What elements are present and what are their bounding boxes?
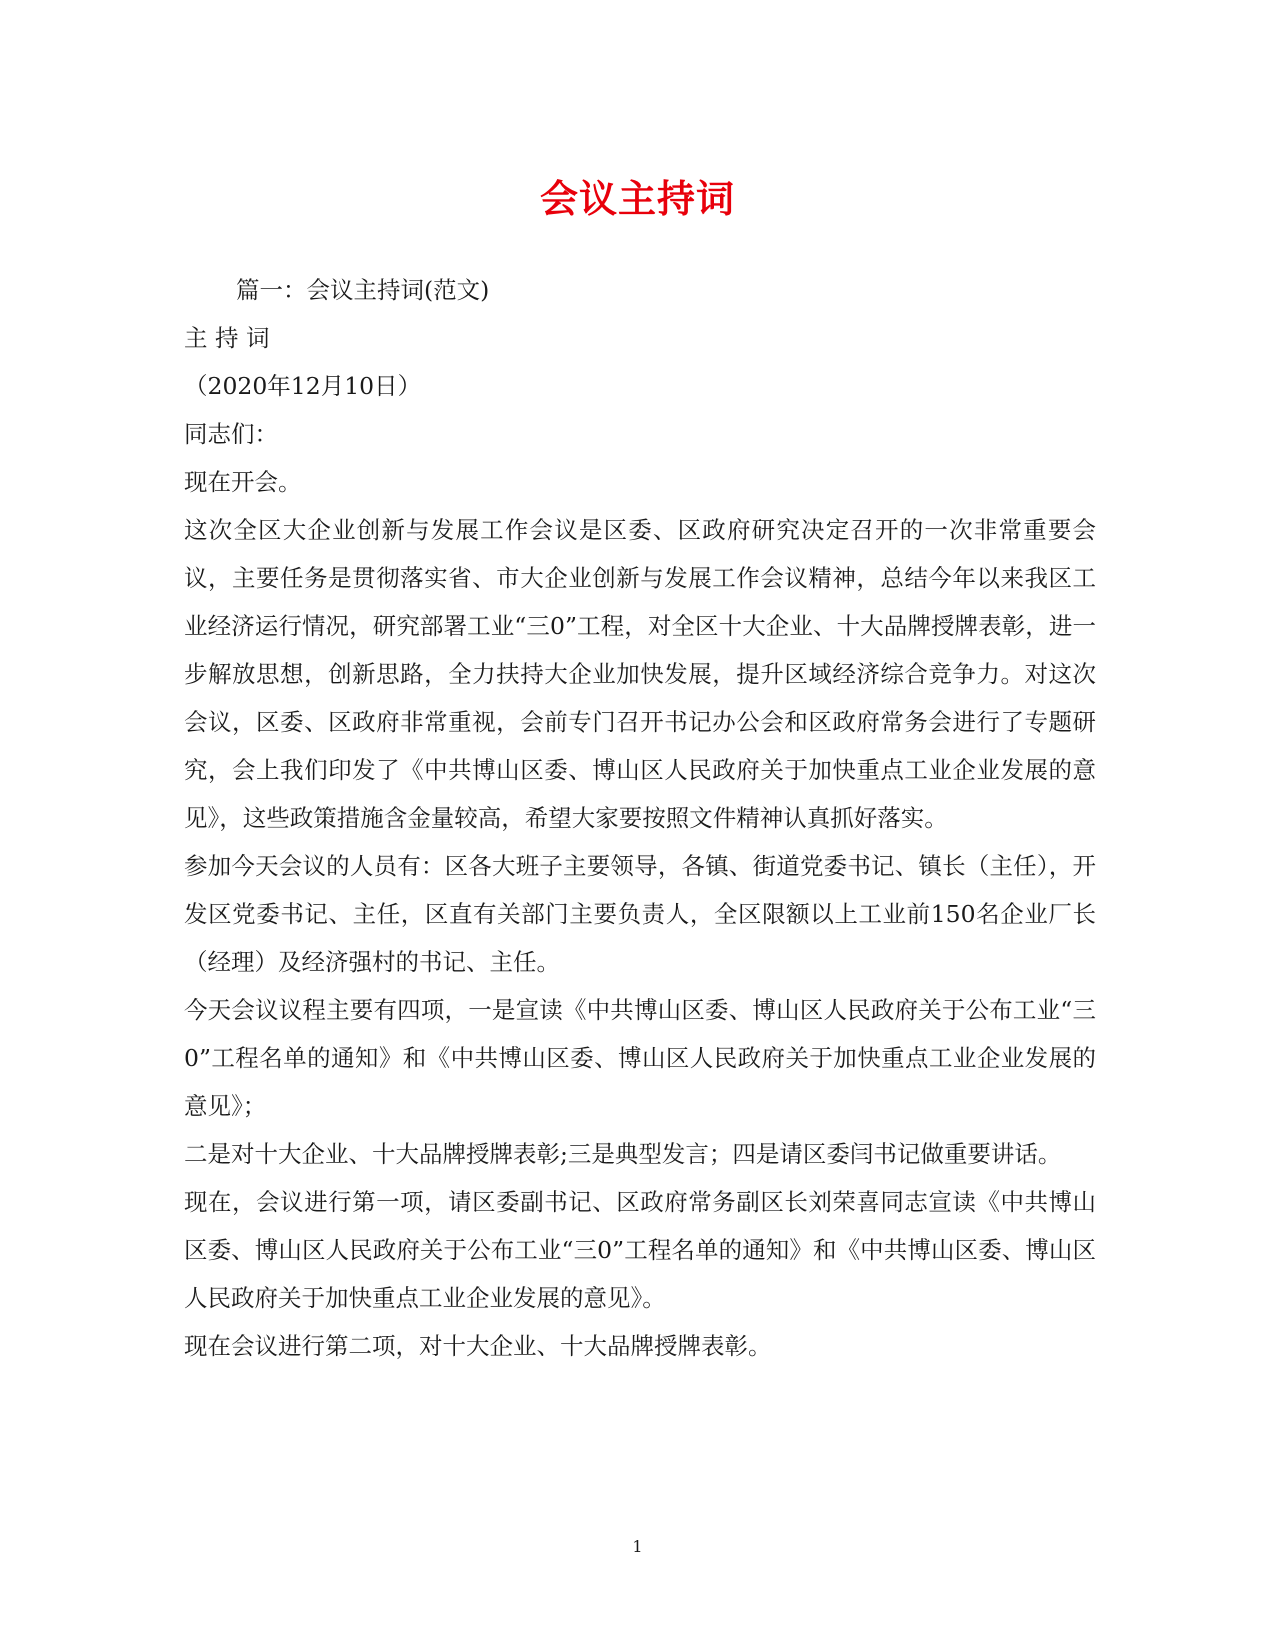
section-heading: 篇一：会议主持词(范文) [236, 276, 490, 304]
body-paragraph: 现在，会议进行第一项，请区委副书记、区政府常务副区长刘荣喜同志宣读《中共博山区委、博山区人民政府关于公布工业“三0”工程名单的通知》和《中共博山区委、博山区人民政府关于加快重点工业企业发展的意见》。 [184, 1188, 1096, 1312]
subtitle-line: 主 持 词 [184, 324, 270, 352]
salutation: 同志们： [184, 420, 278, 448]
date-line: （2020年12月10日） [184, 372, 422, 400]
document-body [184, 266, 1096, 1370]
body-paragraph: 这次全区大企业创新与发展工作会议是区委、区政府研究决定召开的一次非常重要会议，主要任务是贯彻落实省、市大企业创新与发展工作会议精神，总结今年以来我区工业经济运行情况，研究部署工业“三0”工程，对全区十大企业、十大品牌授牌表彰，进一步解放思想，创新思路，全力扶持大企业加快发展，提升区域经济综合竞争力。对这次会议，区委、区政府非常重视，会前专门召开书记办公会和区政府常务会进行了专题研究，会上我们印发了《中共博山区委、博山区人民政府关于加快重点工业企业发展的意见》，这些政策措施含金量较高，希望大家要按照文件精神认真抓好落实。 [184, 516, 1096, 832]
body-paragraph: 今天会议议程主要有四项，一是宣读《中共博山区委、博山区人民政府关于公布工业“三0”工程名单的通知》和《中共博山区委、博山区人民政府关于加快重点工业企业发展的意见》； [184, 996, 1096, 1120]
body-paragraph: 参加今天会议的人员有：区各大班子主要领导，各镇、街道党委书记、镇长（主任），开发区党委书记、主任，区直有关部门主要负责人，全区限额以上工业前150名企业厂长（经理）及经济强村的书记、主任。 [184, 852, 1096, 976]
body-paragraph: 现在会议进行第二项，对十大企业、十大品牌授牌表彰。 [184, 1332, 772, 1360]
page-number: 1 [632, 1537, 643, 1556]
body-paragraph: 二是对十大企业、十大品牌授牌表彰;三是典型发言；四是请区委闫书记做重要讲话。 [184, 1140, 1062, 1168]
opening-line: 现在开会。 [184, 468, 302, 496]
document-title: 会议主持词 [539, 176, 735, 221]
